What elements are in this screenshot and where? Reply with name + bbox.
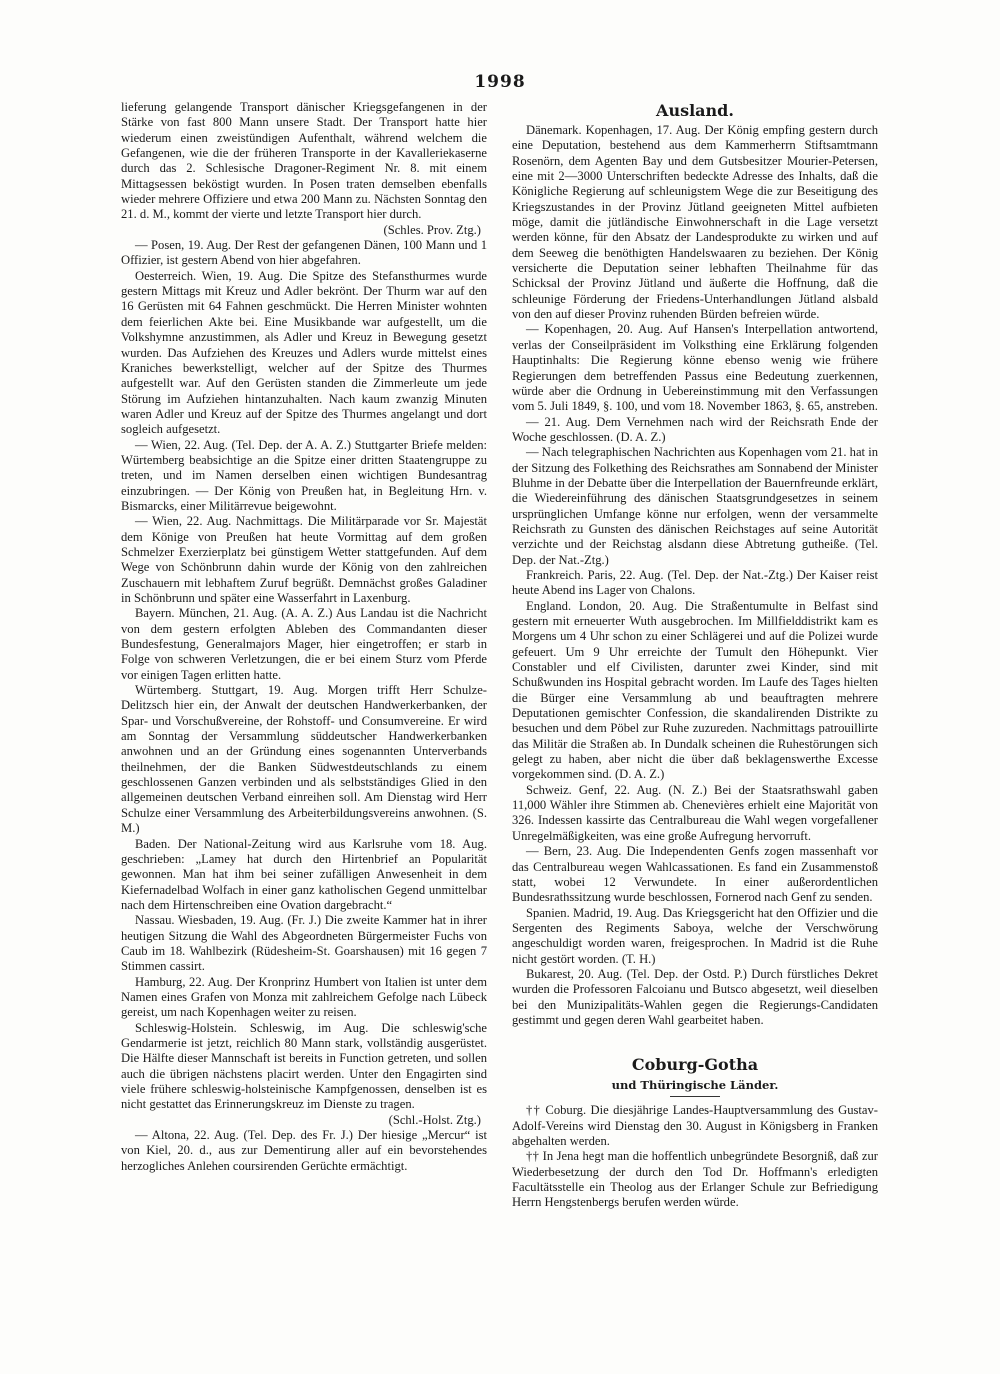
article-paragraph: Bukarest, 20. Aug. (Tel. Dep. der Ostd. P.) Durch fürstliches Dekret wurden die Professoren Falcoianu und Butsco abgesetzt, weil dieselben bei den Munizipalitäts-Wahlen gegen die Regierungs-Candidaten gestimmt und gegen deren Wahl gearbeitet haben.	[512, 966, 878, 1027]
article-paragraph: — 21. Aug. Dem Vernehmen nach wird der Reichsrath Ende der Woche geschlossen. (D. A. Z.)	[512, 414, 878, 444]
article-paragraph: †† Coburg. Die diesjährige Landes-Hauptversammlung des Gustav-Adolf-Vereins wird Dienstag den 30. August in Königsberg in Franken abgehalten werden.	[512, 1103, 878, 1148]
article-paragraph: — Altona, 22. Aug. (Tel. Dep. des Fr. J.) Der hiesige „Mercur“ ist von Kiel, 20. d., aus zur Dementirung aller auf ein bevorstehendes herzogliches Anlehen coursirenden Gerüchte ermächtigt.	[121, 1128, 487, 1173]
source-citation: (Schles. Prov. Ztg.)	[383, 222, 481, 237]
article-paragraph: Frankreich. Paris, 22. Aug. (Tel. Dep. der Nat.-Ztg.) Der Kaiser reist heute Abend ins Lager von Chalons.	[512, 567, 878, 598]
article-paragraph: — Nach telegraphischen Nachrichten aus Kopenhagen vom 21. hat in der Sitzung des Folkething des Reichsrathes am Sonnabend der Minister Bluhme in der Debatte über die Interpellation der Bauernfreunde erklärt, die Wiedereinführung des dänischen Staatsgrundgesetzes in seinem ursprünglichen Umfange könne nur erfolgen, wenn der versammelte Reichsrath zu Gunsten des dänischen Reichstages auf seine Autorität verzichte und der Reichstag alsdann diese Abtretung gutheiße. (Tel. Dep. der Nat.-Ztg.)	[512, 445, 878, 567]
page-number: 1998	[474, 72, 526, 92]
article-paragraph: — Bern, 23. Aug. Die Independenten Genfs zogen massenhaft vor das Centralbureau wegen Wahlcassationen. Es fand ein Zusammenstoß statt, wobei 12 Verwundete. In einer außerordentlichen Bundesrathssitzung wurde beschlossen, Fornerod nach Genf zu senden.	[512, 844, 878, 905]
section-spacer	[512, 1028, 878, 1054]
article-paragraph: Oesterreich. Wien, 19. Aug. Die Spitze des Stefansthurmes wurde gestern Mittags mit Kreuz und Adler bekrönt. Der Thurm war auf den 16 Gerüsten mit 64 Fahnen geschmückt. Die Herren Minister wohnten dem feierlichen Akte bei. Eine Musikbande war aufgestellt, um die Volkshymne anzustimmen, als Adler und Kreuz in Bewegung gesetzt wurden. Das Aufziehen des Kreuzes und Adlers wurde mittelst eines Kraniches bewerkstelligt, welcher auf der Spitze des Thurmes aufgestellt war. Auf den Gerüsten standen die Zimmerleute um jede Störung im Aufziehen hintanzuhalten. Nach kaum zwanzig Minuten waren Adler und Kreuz auf der Spitze des Thurmes angelangt und dort sogleich aufgesetzt.	[121, 268, 487, 437]
section-title-coburg-gotha: Coburg-Gotha	[631, 1055, 759, 1075]
section-title-ausland: Ausland.	[656, 101, 734, 120]
section-subtitle: und Thüringische Länder.	[611, 1078, 779, 1093]
article-paragraph: †† In Jena hegt man die hoffentlich unbegründete Besorgniß, daß zur Wiederbesetzung der durch den Tod Dr. Hoffmann's erledigten Facultätsstelle ein Theolog aus der Erlanger Schule zur Befriedigung Herrn Hengstenbergs berufen werden würde.	[512, 1149, 878, 1210]
article-paragraph: — Kopenhagen, 20. Aug. Auf Hansen's Interpellation antwortend, verlas der Conseilpräsident im Volksthing eine Erklärung folgenden Hauptinhalts: Die Regierung könne ebenso wenig wie frühere Regierungen dem betreffenden Passus eine Bedeutung zuerkennen, würde aber die Ordnung in Uebereinstimmung mit den Verfassungen vom 5. Juli 1849, §. 100, und vom 18. November 1863, §. 65, anstreben.	[512, 322, 878, 414]
article-paragraph: Spanien. Madrid, 19. Aug. Das Kriegsgericht hat den Offizier und die Sergenten des Regiments Saboya, welche der Verschwörung angeschuldigt worden waren, freigesprochen. In Madrid ist die Ruhe nicht gestört worden. (T. H.)	[512, 905, 878, 966]
article-paragraph: England. London, 20. Aug. Die Straßentumulte in Belfast sind gestern mit erneuerter Wuth ausgebrochen. Im Millfielddistrikt kam es Morgens um 4 Uhr schon zu einer Schlägerei und auf die Polizei wurde gefeuert. Um 9 Uhr erreichte der Tumult den Höhepunkt. Vier Constabler und elf Civilisten, darunter zwei Kinder, sind mit Schußwunden ins Hospital gebracht worden. Im Laufe des Tages hielten die Bürger eine Versammlung ab und beauftragten mehrere Deputationen gemischter Confession, die skandalirenden Distrikte zu besuchen und dem Pöbel zur Ruhe zuzureden. Nachmittags patrouillirte das Militär die Straßen ab. In Dundalk scheinen die Ruhestörungen sich gelegt zu haben, aber nicht die über daß beklagenswerthe Excesse vorgekommen sind. (D. A. Z.)	[512, 598, 878, 782]
left-column	[121, 100, 487, 1174]
article-paragraph: lieferung gelangende Transport dänischer Kriegsgefangenen in der Stärke von fast 800 Mann unsere Stadt. Der Transport hatte hier wiederum einen zweistündigen Aufenthalt, während welchem die Gefangenen, wie die der früheren Transporte in der Kavalleriekaserne durch das 2. Schlesische Dragoner-Regiment Nr. 8. mit einem Mittagsessen beköstigt wurden. In Posen traten demselben ebenfalls wieder mehrere Offiziere und etwa 200 Mann zu. Nächsten Sonntag den 21. d. M., kommt der vierte und letzte Transport hier durch. (Schles. Prov. Ztg.)	[121, 100, 487, 237]
article-paragraph: Nassau. Wiesbaden, 19. Aug. (Fr. J.) Die zweite Kammer hat in ihrer heutigen Sitzung die Wahl des Abgeordneten Bürgermeister Fuchs von Caub im 18. Wahlbezirk (Rüdesheim-St. Goarshausen) mit 16 gegen 7 Stimmen cassirt.	[121, 913, 487, 974]
article-paragraph: Dänemark. Kopenhagen, 17. Aug. Der König empfing gestern durch eine Deputation, bestehend aus dem Kammerherrn Stiftsamtmann Rosenörn, dem Agenten Bay und dem Gutsbesitzer Mourier-Petersen, eine mit 2—3000 Unterschriften bedeckte Adresse des Inhalts, daß die Königliche Regierung auf schleunigstem Wege die zur Beseitigung des Kriegszustandes in der Provinz Jütland geeigneten Mittel aufbieten möge, damit die jütländische Einwohnerschaft in die Lage versetzt werden könne, für den Absatz der Landesprodukte zu wirken und auf dem Seeweg die benöthigten Handelswaaren zu beziehen. Der König versicherte die Deputation seiner lebhaften Theilnahme für das Schicksal der Provinz Jütland und äußerte die Hoffnung, daß die schleunige Förderung der Friedens-Unterhandlungen Jütland alsbald von den auf dieser Provinz ruhenden Bürden befreien würde.	[512, 123, 878, 322]
article-paragraph: Bayern. München, 21. Aug. (A. A. Z.) Aus Landau ist die Nachricht von dem gestern erfolgten Ableben des Commandanten dieser Bundesfestung, Generalmajors Mager, hier eingetroffen; er starb in Folge von schweren Verletzungen, die er bei einem Sturz vom Pferde vor einigen Tagen erlitten hatte.	[121, 606, 487, 682]
article-paragraph: — Wien, 22. Aug. (Tel. Dep. der A. A. Z.) Stuttgarter Briefe melden: Würtemberg beabsichtige an die Spitze einer dritten Staatengruppe zu treten, und im Namen derselben einen wichtigen Bundesantrag einzubringen. — Der König von Preußen hat, in Begleitung Hrn. v. Bismarcks, einer Militärrevue beigewohnt.	[121, 437, 487, 513]
article-paragraph: Würtemberg. Stuttgart, 19. Aug. Morgen trifft Herr Schulze-Delitzsch hier ein, der Anwalt der deutschen Handwerkerbanken, der Spar- und Vorschußvereine, der Rohstoff- und Consumvereine. Er wird am Sonntag der Versammlung süddeutscher Handwerkerbanken anwohnen und an der Gründung eines sogenannten Unterverbands theilnehmen, der die Banken Südwestdeutschlands zu einem geschlossenen Ganzen verbinden und als selbstständiges Glied in den allgemeinen deutschen Verband einreihen soll. Am Dienstag wird Herr Schulze einer Versammlung des Arbeiterbildungsvereins anwohnen. (S. M.)	[121, 683, 487, 836]
source-citation: (Schl.-Holst. Ztg.)	[388, 1112, 481, 1127]
article-paragraph: Schweiz. Genf, 22. Aug. (N. Z.) Bei der Staatsrathswahl gaben 11,000 Wähler ihre Stimmen ab. Chenevières erhielt eine Majorität von 326. Indessen kassirte das Centralbureau die Wahl wegen vorgefallener Unregelmäßigkeiten, was eine große Aufregung hervorruft.	[512, 782, 878, 843]
right-column	[512, 100, 878, 1211]
article-paragraph: — Wien, 22. Aug. Nachmittags. Die Militärparade vor Sr. Majestät dem Könige von Preußen hat heute Vormittag auf dem großen Schmelzer Exerzierplatz bei günstigem Wetter stattgefunden. Auf dem Wege von Schönbrunn dahin wurde der König von den zahlreichen Zuschauern mit lebhaftem Zuruf begrüßt. Demnächst großes Galadiner in Schönbrunn und später eine Wasserfahrt in Laxenburg.	[121, 514, 487, 605]
section-divider	[670, 1096, 720, 1097]
article-paragraph: — Posen, 19. Aug. Der Rest der gefangenen Dänen, 100 Mann und 1 Offizier, ist gestern Abend von hier abgefahren.	[121, 238, 487, 268]
article-paragraph: Hamburg, 22. Aug. Der Kronprinz Humbert von Italien ist unter dem Namen eines Grafen von Monza mit zahlreichem Gefolge nach Lübeck gereist, um nach Kopenhagen weiter zu reisen.	[121, 974, 487, 1020]
article-paragraph: Schleswig-Holstein. Schleswig, im Aug. Die schleswig'sche Gendarmerie ist jetzt, reichlich 80 Mann stark, vollständig ausgerüstet. Die Hälfte dieser Mannschaft ist bereits in Function getreten, und sollen auch die übrigen nächstens placirt werden. Unter den Engagirten sind viele frühere schleswig-holsteinische Kampfgenossen, denselben ist es nicht gestattet das Erinnerungskreuz im Dienste zu tragen. (Schl.-Holst. Ztg.)	[121, 1020, 487, 1127]
article-paragraph: Baden. Der National-Zeitung wird aus Karlsruhe vom 18. Aug. geschrieben: „Lamey hat durch den Hirtenbrief an Popularität gewonnen. Man hat ihm bei seiner zufälligen Anwesenheit in dem Kiefernadelbad Wolfach in einer ganz katholischen Gegend unmittelbar nach dem Hirtenschreiben eine Ovation dargebracht.“	[121, 836, 487, 912]
